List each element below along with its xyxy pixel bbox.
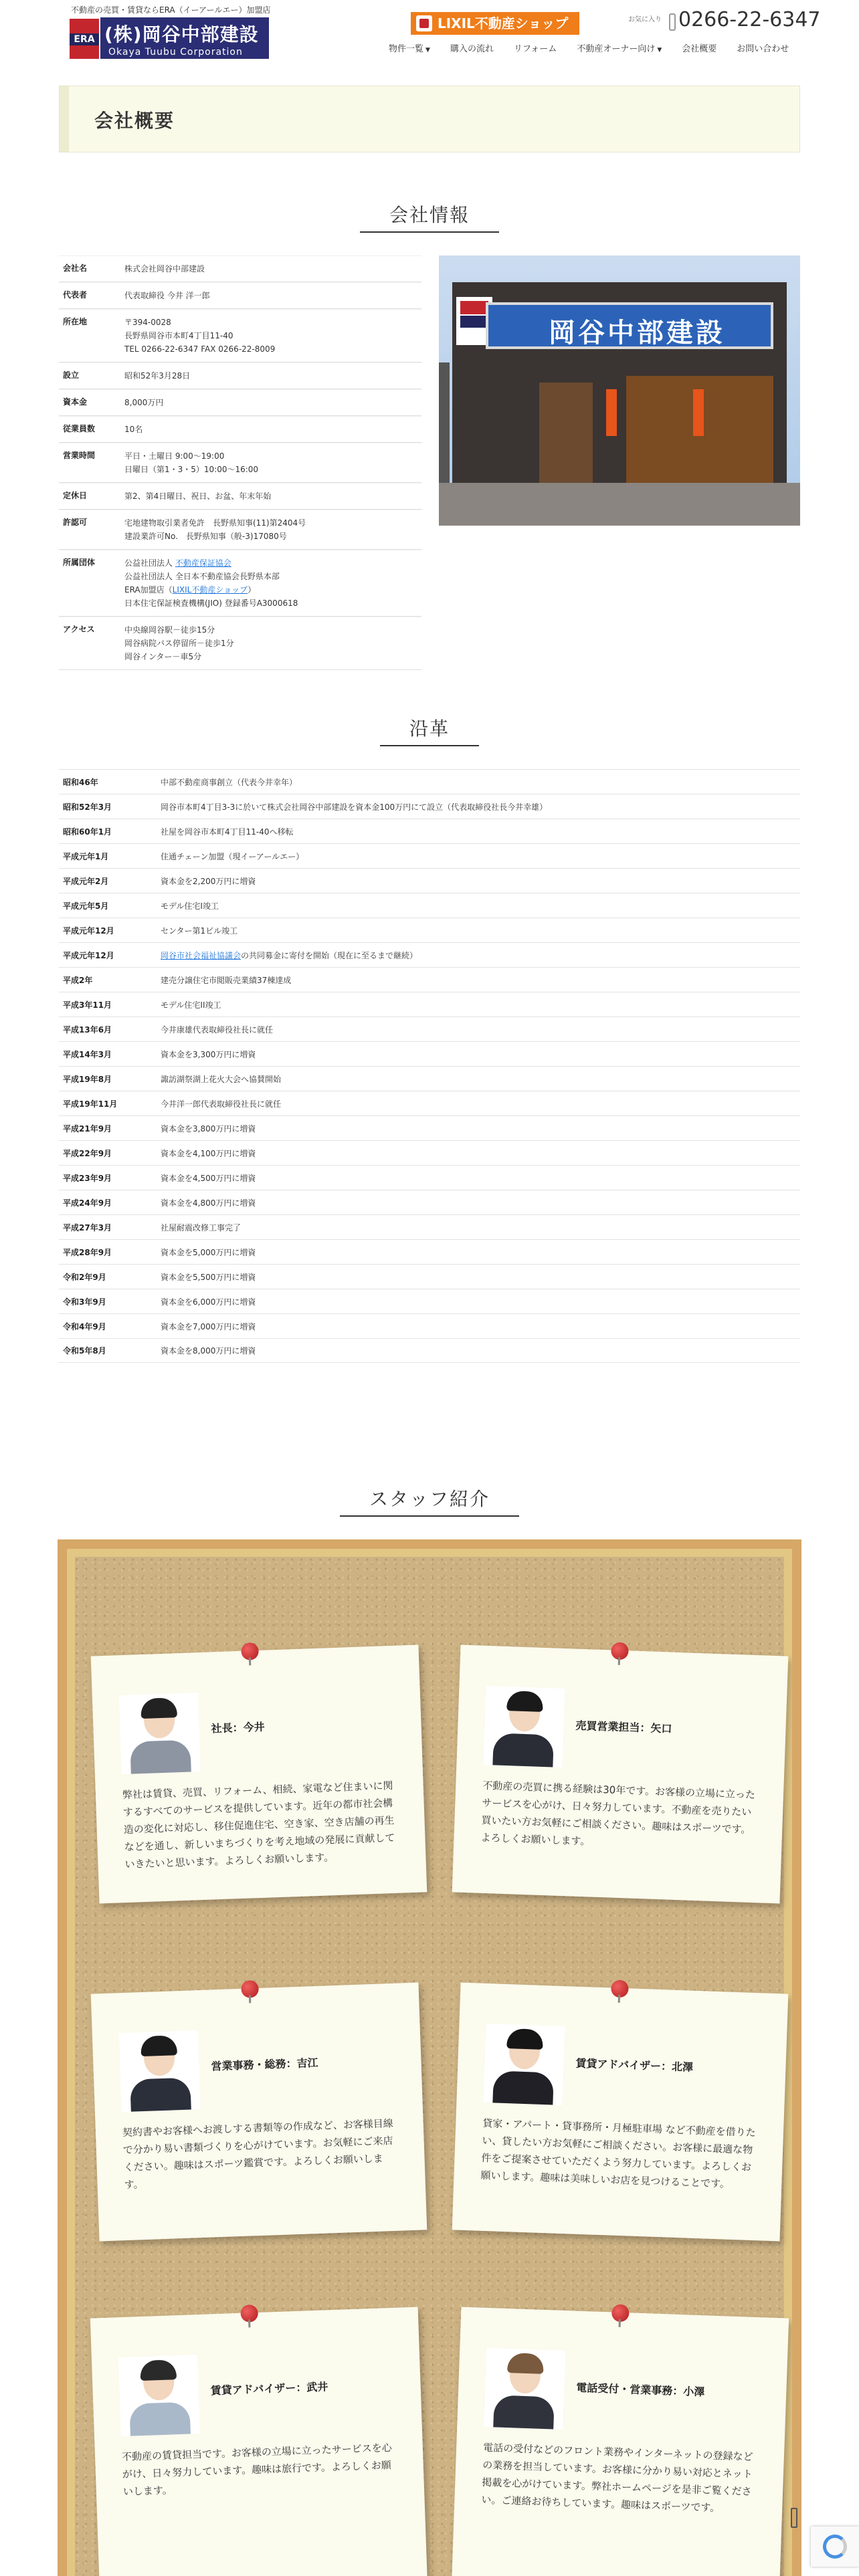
staff-avatar xyxy=(118,2355,200,2436)
history-event xyxy=(161,950,800,961)
history-row xyxy=(59,1239,800,1264)
staff-avatar xyxy=(483,1686,565,1767)
history-row xyxy=(59,1264,800,1289)
staff-card xyxy=(452,1645,789,1904)
info-row-value: 8,000万円 xyxy=(124,398,164,407)
history-row xyxy=(59,819,800,843)
history-event: 中部不動産商事創立（代表今井幸年） xyxy=(161,777,298,787)
history-date: 平成22年9月 xyxy=(63,1148,112,1158)
history-row xyxy=(59,992,800,1016)
nav-item[interactable] xyxy=(567,40,672,59)
era-logo-top xyxy=(70,19,99,33)
photo-door xyxy=(539,383,593,483)
avatar-body xyxy=(492,2070,554,2105)
history-event: 資本金を2,200万円に増資 xyxy=(161,876,256,886)
photo-poster xyxy=(693,389,704,436)
info-row xyxy=(59,389,421,416)
history-date: 平成2年 xyxy=(63,975,93,985)
staff-description: 不動産の売買に携る経験は30年です。お客様の立場に立ったサービスを心がけ、日々努力しています。不動産を売りたい買いたい方お気軽にご相談ください。趣味はスポーツです。よろしくお願いします。 xyxy=(480,1779,756,1848)
photo-shop-sign xyxy=(486,302,773,349)
guarantee-association-link[interactable]: 不動産保証協会 xyxy=(175,558,231,568)
page-title-band xyxy=(59,86,800,152)
title-accent-bar xyxy=(60,86,69,152)
lixil-shop-label: LIXIL不動産ショップ xyxy=(438,15,569,31)
history-date: 平成27年3月 xyxy=(63,1222,112,1232)
pushpin-icon xyxy=(611,1979,629,1998)
history-event: 資本金を3,800万円に増資 xyxy=(161,1123,256,1134)
info-row-value: 公益社団法人 不動産保証協会 公益社団法人 全日本不動産協会長野県本部 ERA加盟店（LIXIL不動産ショップ） 日本住宅保証検査機構(JIO) 登録番号A3000618 xyxy=(124,558,298,608)
history-event: 資本金を5,000万円に増資 xyxy=(161,1247,256,1257)
history-date: 平成24年9月 xyxy=(63,1198,112,1208)
recaptcha-badge[interactable] xyxy=(811,2527,859,2567)
chevron-down-icon: ▼ xyxy=(657,47,662,53)
page-title: 会社概要 xyxy=(94,110,175,132)
pushpin-icon xyxy=(611,2304,630,2322)
photo-pole xyxy=(439,362,450,496)
info-row-label: 定休日 xyxy=(63,491,88,500)
history-date: 平成19年8月 xyxy=(63,1074,112,1084)
history-date: 令和4年9月 xyxy=(63,1321,106,1331)
info-row-label: アクセス xyxy=(63,625,95,634)
history-date: 平成23年9月 xyxy=(63,1173,112,1183)
header-tagline: 不動産の売買・賃貸ならERA（イーアールエー）加盟店 xyxy=(71,5,271,15)
phone-icon xyxy=(669,13,676,31)
nav-item-label: 購入の流れ xyxy=(450,44,494,54)
info-row-label: 資本金 xyxy=(63,397,88,407)
history-row xyxy=(59,1091,800,1115)
staff-avatar xyxy=(483,2024,565,2105)
history-event-text: の共同募金に寄付を開始（現在に至るまで継続） xyxy=(241,950,418,960)
company-logo[interactable] xyxy=(100,17,269,59)
staff-section-heading xyxy=(0,1485,859,1517)
history-event: 諏訪湖祭湖上花火大会へ協賛開始 xyxy=(161,1074,282,1084)
history-row xyxy=(59,1214,800,1239)
history-event: 資本金を4,800万円に増資 xyxy=(161,1198,256,1208)
history-date: 平成14年3月 xyxy=(63,1049,112,1059)
history-event: 岡谷市本町4丁目3-3に於いて株式会社岡谷中部建設を資本金100万円にて設立（代表取締役社長今井幸雄） xyxy=(161,802,548,812)
staff-role: 売買営業担当：矢口 xyxy=(575,1719,672,1735)
info-row-value: 中央線岡谷駅－徒歩15分 岡谷病院バス停留所－徒歩1分 岡谷インター－車5分 xyxy=(124,625,234,661)
pushpin-icon xyxy=(241,1642,259,1660)
history-event: 資本金を3,300万円に増資 xyxy=(161,1049,256,1059)
avatar-body xyxy=(130,2078,191,2113)
history-event: 資本金を4,500万円に増資 xyxy=(161,1173,256,1183)
history-date: 平成28年9月 xyxy=(63,1247,112,1257)
welfare-council-link[interactable]: 岡谷市社会福祉協議会 xyxy=(161,950,242,960)
staff-description: 貸家・アパート・貸事務所・月極駐車場 など不動産を借りたい、貸したい方お気軽にご相談ください。お客様に最適な物件をご提案させていただくよう努力しています。よろしくお願いします。趣味は美味しいお店を見つけることです。 xyxy=(480,2117,756,2190)
history-row xyxy=(59,1066,800,1091)
pushpin-icon xyxy=(611,1642,629,1660)
staff-section-title: スタッフ紹介 xyxy=(340,1485,519,1517)
history-section-heading xyxy=(0,714,859,746)
staff-avatar xyxy=(119,1693,201,1774)
chevron-down-icon: ▼ xyxy=(425,47,430,53)
history-date: 平成3年11月 xyxy=(63,1000,112,1010)
info-row-value: 宅地建物取引業者免許 長野県知事(11)第2404号 建設業許可No. 長野県知事（般-3)17080号 xyxy=(124,518,306,541)
staff-role: 電話受付・営業事務：小澤 xyxy=(576,2381,705,2399)
company-logo-en: Okaya Tuubu Corporation xyxy=(108,47,243,58)
info-row xyxy=(59,550,421,617)
history-row xyxy=(59,1190,800,1214)
history-date: 平成19年11月 xyxy=(63,1099,118,1109)
history-date: 平成元年5月 xyxy=(63,901,109,911)
history-event: 資本金を5,500万円に増資 xyxy=(161,1272,256,1282)
info-row xyxy=(59,362,421,389)
info-row xyxy=(59,255,421,282)
history-date: 令和5年8月 xyxy=(63,1346,106,1356)
staff-card xyxy=(91,1645,427,1904)
history-date: 平成元年2月 xyxy=(63,876,109,886)
nav-item[interactable] xyxy=(504,40,567,59)
global-nav xyxy=(379,40,799,59)
nav-item[interactable] xyxy=(672,40,727,59)
avatar-hair xyxy=(140,1697,177,1719)
nav-item-label: 会社概要 xyxy=(682,44,717,54)
nav-item[interactable] xyxy=(379,40,440,59)
house-icon xyxy=(416,15,432,31)
history-row xyxy=(59,1338,800,1363)
history-event: 社屋を岡谷市本町4丁目11-40へ移転 xyxy=(161,827,294,837)
era-logo-bottom xyxy=(70,45,99,59)
avatar-hair xyxy=(140,2035,177,2056)
avatar-hair xyxy=(506,1691,543,1712)
pushpin-icon xyxy=(241,1980,259,1998)
header-phone[interactable]: 0266-22-6347 xyxy=(678,8,821,31)
nav-item-label: お問い合わせ xyxy=(737,44,789,54)
info-row-value: 10名 xyxy=(124,425,143,434)
history-event: 資本金を4,100万円に増資 xyxy=(161,1148,256,1158)
staff-description: 弊社は賃貸、売買、リフォーム、相続、家電など住まいに関するすべてのサービスを提供しています。近年の都市社会構造の変化に対応し、移住促進住宅、空き家、空き店舗の再生などを通し、新しいまちづくりを考え地域の発展に貢献していきたいと思います。よろしくお願いします。 xyxy=(122,1780,395,1871)
photo-era-sign-navy xyxy=(460,316,488,328)
info-row xyxy=(59,416,421,443)
info-row-label: 従業員数 xyxy=(63,424,96,433)
history-event: 社屋耐震改修工事完了 xyxy=(161,1222,242,1232)
nav-item-label: 不動産オーナー向け xyxy=(577,44,656,54)
info-row xyxy=(59,282,421,309)
info-row-label: 所在地 xyxy=(63,317,88,326)
nav-item[interactable] xyxy=(727,40,799,59)
history-row xyxy=(59,942,800,967)
photo-road xyxy=(439,483,800,526)
history-date: 平成元年12月 xyxy=(63,950,114,960)
info-row-value: 〒394-0028 長野県岡谷市本町4丁目11-40 TEL 0266-22-6347 FAX 0266-22-8009 xyxy=(124,318,276,354)
era-logo[interactable] xyxy=(70,19,99,59)
history-date: 平成21年9月 xyxy=(63,1123,112,1134)
info-row-value: 株式会社岡谷中部建設 xyxy=(124,264,205,274)
history-row xyxy=(59,1165,800,1190)
avatar-hair xyxy=(507,2353,544,2374)
staff-role: 営業事務・総務：吉江 xyxy=(211,2056,318,2073)
staff-role: 賃貸アドバイザー：北澤 xyxy=(575,2056,694,2074)
staff-card xyxy=(452,1983,789,2242)
history-row xyxy=(59,769,800,794)
cork-surface xyxy=(75,1557,784,2576)
info-row xyxy=(59,309,421,362)
avatar-hair xyxy=(140,2359,177,2381)
history-event: モデル住宅I竣工 xyxy=(161,901,219,911)
history-row xyxy=(59,1289,800,1313)
info-row-label: 所属団体 xyxy=(63,558,96,567)
history-date: 平成元年12月 xyxy=(63,926,114,936)
info-row xyxy=(59,483,421,510)
info-row-value: 第2、第4日曜日、祝日、お盆、年末年始 xyxy=(124,492,272,501)
recaptcha-icon xyxy=(823,2535,847,2559)
history-date: 平成元年1月 xyxy=(63,851,109,861)
staff-description: 電話の受付などのフロント業務やインターネットの登録などの業務を担当しています。お客様に分かり易い対応とネット掲載を心がけています。弊社ホームページを是非ご覧ください。ご連絡お待ちしています。趣味はスポーツです。 xyxy=(481,2441,753,2514)
scroll-indicator[interactable] xyxy=(791,2508,797,2528)
info-row xyxy=(59,617,421,670)
history-date: 昭和46年 xyxy=(63,777,98,787)
history-event: 今井洋一郎代表取締役社長に就任 xyxy=(161,1099,282,1109)
history-event: 資本金を6,000万円に増資 xyxy=(161,1297,256,1307)
avatar-body xyxy=(129,2402,191,2437)
nav-item-label: 物件一覧 xyxy=(389,44,424,54)
history-row xyxy=(59,893,800,918)
staff-description: 契約書やお客様へお渡しする書類等の作成など、お客様目線で分かり易い書類づくりを心がけています。お気軽にご来店ください。趣味はスポーツ鑑賞です。よろしくお願いします。 xyxy=(122,2117,394,2191)
info-row xyxy=(59,510,421,550)
staff-role: 賃貸アドバイザー：武井 xyxy=(210,2380,328,2397)
nav-item[interactable] xyxy=(440,40,504,59)
history-row xyxy=(59,1313,800,1338)
history-table xyxy=(59,769,800,1363)
staff-card xyxy=(90,2307,427,2576)
history-date: 令和2年9月 xyxy=(63,1272,106,1282)
history-event: センター第1ビル竣工 xyxy=(161,926,238,936)
staff-card xyxy=(91,1983,427,2242)
info-row-label: 代表者 xyxy=(63,290,88,300)
history-date: 平成13年6月 xyxy=(63,1025,112,1035)
avatar-body xyxy=(493,2395,555,2430)
history-row xyxy=(59,967,800,992)
history-event: 資本金を7,000万円に増資 xyxy=(161,1321,256,1331)
staff-role: 社長：今井 xyxy=(211,1720,265,1735)
history-row xyxy=(59,794,800,819)
avatar-body xyxy=(492,1733,554,1767)
pushpin-icon xyxy=(240,2304,258,2323)
site-header xyxy=(0,0,859,74)
company-logo-jp: (株)岡谷中部建設 xyxy=(104,23,259,45)
info-row-value: 平日・土曜日 9:00〜19:00 日曜日（第1・3・5）10:00〜16:00 xyxy=(124,451,259,474)
lixil-shop-banner[interactable] xyxy=(411,12,579,35)
history-event: 今井康雄代表取締役社長に就任 xyxy=(161,1025,274,1035)
info-row-label: 設立 xyxy=(63,370,80,380)
lixil-shop-link[interactable]: LIXIL不動産ショップ xyxy=(172,585,248,595)
staff-description: 不動産の賃貸担当です。お客様の立場に立ったサービスを心がけ、日々努力しています。趣味は旅行です。よろしくお願いします。 xyxy=(121,2442,392,2498)
photo-poster xyxy=(606,389,617,436)
avatar-body xyxy=(130,1740,191,1775)
info-row-value: 昭和52年3月28日 xyxy=(124,371,191,381)
shop-photo xyxy=(439,255,800,526)
staff-cork-board xyxy=(58,1539,801,2576)
history-event: 資本金を8,000万円に増資 xyxy=(161,1346,256,1356)
history-date: 令和3年9月 xyxy=(63,1297,106,1307)
nav-item-label: リフォーム xyxy=(513,44,557,54)
photo-era-sign-red xyxy=(460,301,488,314)
history-row xyxy=(59,843,800,868)
era-logo-text: ERA xyxy=(70,33,99,45)
history-row xyxy=(59,868,800,893)
favorite-label[interactable]: お気に入り xyxy=(628,16,662,23)
avatar-hair xyxy=(506,2028,543,2050)
info-row-label: 営業時間 xyxy=(63,451,96,460)
history-section-title: 沿革 xyxy=(380,714,479,746)
staff-avatar xyxy=(119,2030,201,2112)
history-row xyxy=(59,1016,800,1041)
history-event: モデル住宅II竣工 xyxy=(161,1000,221,1010)
info-row-label: 許認可 xyxy=(63,518,88,527)
history-row xyxy=(59,1041,800,1066)
history-date: 昭和60年1月 xyxy=(63,827,112,837)
history-row xyxy=(59,918,800,942)
history-row xyxy=(59,1140,800,1165)
history-event: 住通チェーン加盟（現イーアールエー） xyxy=(161,851,304,861)
history-date: 昭和52年3月 xyxy=(63,802,112,812)
company-section-heading xyxy=(0,201,859,233)
staff-card xyxy=(452,2307,789,2576)
info-row-value: 代表取締役 今井 洋一郎 xyxy=(124,291,210,300)
company-section-title: 会社情報 xyxy=(360,201,499,233)
company-info-table xyxy=(59,255,421,670)
photo-shop-sign-text: 岡谷中部建設 xyxy=(549,318,725,348)
history-row xyxy=(59,1115,800,1140)
staff-avatar xyxy=(484,2348,565,2430)
info-row xyxy=(59,443,421,483)
info-row-label: 会社名 xyxy=(63,263,88,273)
history-event: 建売分譲住宅市閲販売業績37棟達成 xyxy=(161,975,292,985)
